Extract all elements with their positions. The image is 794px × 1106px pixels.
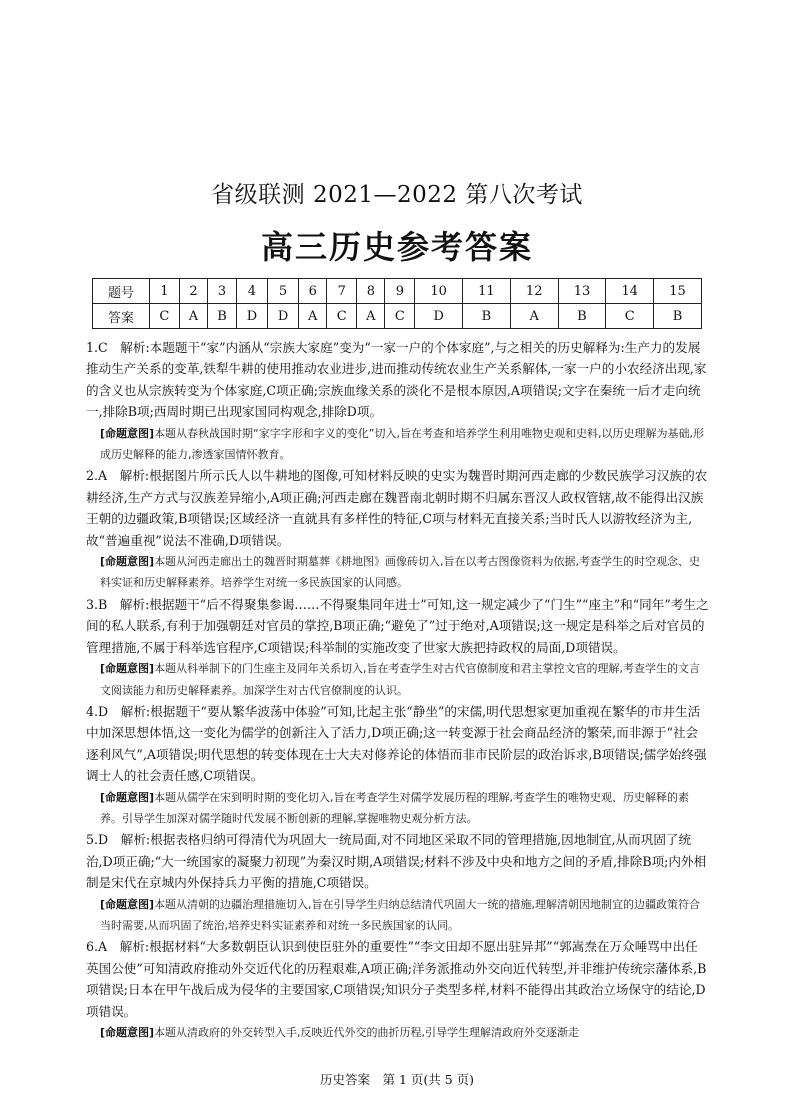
answer-item	[86, 337, 710, 465]
answer-item	[86, 594, 710, 701]
answer-item	[86, 936, 710, 1043]
question-number: 12	[510, 279, 558, 304]
answer-cell: C	[327, 304, 357, 329]
question-number: 6	[299, 279, 327, 304]
item-analysis	[86, 936, 710, 1022]
question-number: 9	[385, 279, 415, 304]
intent-text: 本题从春秋战国时期“家字字形和字义的变化”切入,旨在考查和培养学生利用唯物史观和史料,以历史理解为基础,形成历史解释的能力,渗透家国情怀教育。	[100, 426, 704, 462]
item-intent	[86, 658, 710, 701]
item-analysis	[86, 465, 710, 551]
answer-cell: C	[150, 304, 180, 329]
item-analysis	[86, 701, 710, 787]
question-number: 11	[463, 279, 511, 304]
intent-tag: [命题意图]	[100, 1026, 155, 1039]
item-analysis-text: 解析:根据图片所示氏人以牛耕地的图像,可知材料反映的史实为魏晋时期河西走廊的少数民族学习汉族的农耕经济,生产方式与汉族差异缩小,A项正确;河西走廊在魏晋南北朝时期不归属东晋汉人政权管辖,故不能得出汉族王朝的边疆政策,B项错误;区域经济一直就具有多样性的特征,C项与材料无直接关系;当时氏人以游牧经济为主,故“普遍重视”说法不准确,D项错误。	[86, 468, 708, 548]
item-intent	[86, 894, 710, 937]
intent-text: 本题从河西走廊出土的魏晋时期墓葬《耕地图》画像砖切入,旨在以考古图像资料为依据,考查学生的时空观念、史料实证和历史解释素养。培养学生对统一多民族国家的认同感。	[100, 555, 701, 590]
item-intent	[86, 787, 710, 830]
answer-cell: B	[463, 304, 511, 329]
answer-cell: D	[415, 304, 463, 329]
item-analysis	[86, 829, 710, 893]
answer-cell: A	[357, 304, 385, 329]
question-number: 1	[150, 279, 180, 304]
item-analysis-text: 解析:本题题干“家”内涵从“宗族大家庭”变为“一家一户的个体家庭”,与之相关的历史解释为:生产力的发展推动生产关系的变革,铁犁牛耕的使用推动农业进步,进而推动传统农业生产关系解体,一家一户的小农经济出现,家的含义也从宗族转变为个体家庭,C项正确;宗族血缘关系的淡化不是根本原因,A项错误;文字在秦统一后才走向统一,排除B项;西周时期已出现家国同构观念,排除D项。	[86, 340, 707, 420]
answer-cell: D	[236, 304, 267, 329]
item-analysis-text: 解析:根据题干“后不得聚集参谒……不得聚集同年进士”可知,这一规定减少了“门生”“座主”和“同年”考生之间的私人联系,有利于加强朝廷对官员的掌控,B项正确;“避免了”过于绝对,A项错误;这一规定是科举之后对官员的管理措施,不属于科举选官程序,C项错误;科举制的实施改变了世家大族把持政权的局面,D项错误。	[86, 596, 709, 655]
item-label: 4.D	[86, 703, 109, 719]
item-label: 6.A	[86, 939, 108, 955]
question-number: 2	[179, 279, 207, 304]
answer-cell: A	[179, 304, 207, 329]
question-number: 3	[208, 279, 237, 304]
answer-item	[86, 465, 710, 593]
answer-cell: B	[558, 304, 606, 329]
table-row-label: 答案	[93, 304, 150, 329]
item-analysis	[86, 337, 710, 423]
item-label: 2.A	[86, 468, 108, 484]
table-row	[93, 279, 702, 304]
table-row	[93, 304, 702, 329]
intent-text: 本题从清政府的外交转型入手,反映近代外交的曲折历程,引导学生理解清政府外交逐渐走	[154, 1026, 580, 1039]
item-intent	[86, 551, 710, 594]
answer-explanations	[86, 337, 710, 1043]
item-intent	[86, 1022, 710, 1043]
intent-tag: [命题意图]	[100, 426, 155, 440]
question-number: 14	[606, 279, 654, 304]
question-number: 7	[327, 279, 357, 304]
answer-cell: B	[654, 304, 702, 329]
item-label: 3.B	[86, 596, 108, 612]
answer-item	[86, 829, 710, 936]
item-label: 5.D	[86, 832, 109, 848]
question-number: 5	[267, 279, 298, 304]
answer-cell: C	[385, 304, 415, 329]
item-analysis-text: 解析:根据表格归纳可得清代为巩固大一统局面,对不同地区采取不同的管理措施,因地制宜,从而巩固了统治,D项正确;“大一统国家的凝聚力初现”为秦汉时期,A项错误;材料不涉及中央和地方之间的矛盾,排除B项;内外相制是宋代在京城内外保持兵力平衡的措施,C项错误。	[86, 832, 707, 891]
page-title: 高三历史参考答案	[260, 228, 533, 266]
answer-cell: A	[299, 304, 327, 329]
table-row-label: 题号	[93, 279, 150, 304]
question-number: 4	[236, 279, 267, 304]
answer-cell: C	[606, 304, 654, 329]
intent-tag: [命题意图]	[100, 790, 155, 804]
item-analysis-text: 解析:根据材料“大多数朝臣认识到使臣驻外的重要性”“李文田却不愿出驻异邦”“郭嵩焘在万众唾骂中出任英国公使”可知清政府推动外交近代化的历程艰难,A项正确;洋务派推动外交向近代转型,并非维护传统宗藩体系,B项错误;日本在甲午战后成为侵华的主要国家,C项错误;知识分子类型多样,材料不能得出其政治立场保守的结论,D项错误。	[86, 939, 707, 1019]
question-number: 13	[558, 279, 606, 304]
intent-tag: [命题意图]	[100, 662, 155, 676]
intent-text: 本题从儒学在宋到明时期的变化切入,旨在考查学生对儒学发展历程的理解,考查学生的唯物史观、历史解释的素养。引导学生加深对儒学随时代发展不断创新的理解,掌握唯物史观分析方法。	[100, 790, 690, 825]
page-footer: 历史答案 第 1 页(共 5 页)	[319, 1072, 475, 1087]
answer-cell: A	[510, 304, 558, 329]
answer-cell: B	[208, 304, 237, 329]
answer-cell: D	[267, 304, 298, 329]
exam-title: 省级联测 2021—2022 第八次考试	[211, 182, 583, 208]
intent-tag: [命题意图]	[100, 555, 155, 569]
question-number: 8	[357, 279, 385, 304]
question-number: 15	[654, 279, 702, 304]
answer-table	[92, 278, 702, 329]
intent-text: 本题从清朝的边疆治理措施切入,旨在引导学生归纳总结清代巩固大一统的措施,理解清朝因地制宜的边疆政策符合当时需要,从而巩固了统治,培养史料实证素养和对统一多民族国家的认同。	[100, 897, 701, 932]
item-analysis-text: 解析:根据题干“要从繁华波荡中体验”可知,比起主张“静坐”的宋儒,明代思想家更加重视在繁华的市井生活中加深思想体悟,这一变化为儒学的创新注入了活力,D项正确;这一转变源于社会商品经济的繁荣,而非源于“社会逐利风气”,A项错误;明代思想的转变体现在士大夫对修养论的体悟而非市民阶层的政治诉求,B项错误;儒学始终强调士人的社会责任感,C项错误。	[86, 703, 707, 784]
question-number: 10	[415, 279, 463, 304]
intent-tag: [命题意图]	[100, 897, 155, 911]
item-analysis	[86, 594, 710, 658]
answer-item	[86, 701, 710, 829]
item-label: 1.C	[86, 340, 108, 355]
item-intent	[86, 423, 710, 466]
intent-text: 本题从科举制下的门生座主及同年关系切入,旨在考查学生对古代官僚制度和君主掌控文官的理解,考查学生的文言文阅读能力和历史解释素养。加深学生对古代官僚制度的认识。	[100, 662, 701, 697]
